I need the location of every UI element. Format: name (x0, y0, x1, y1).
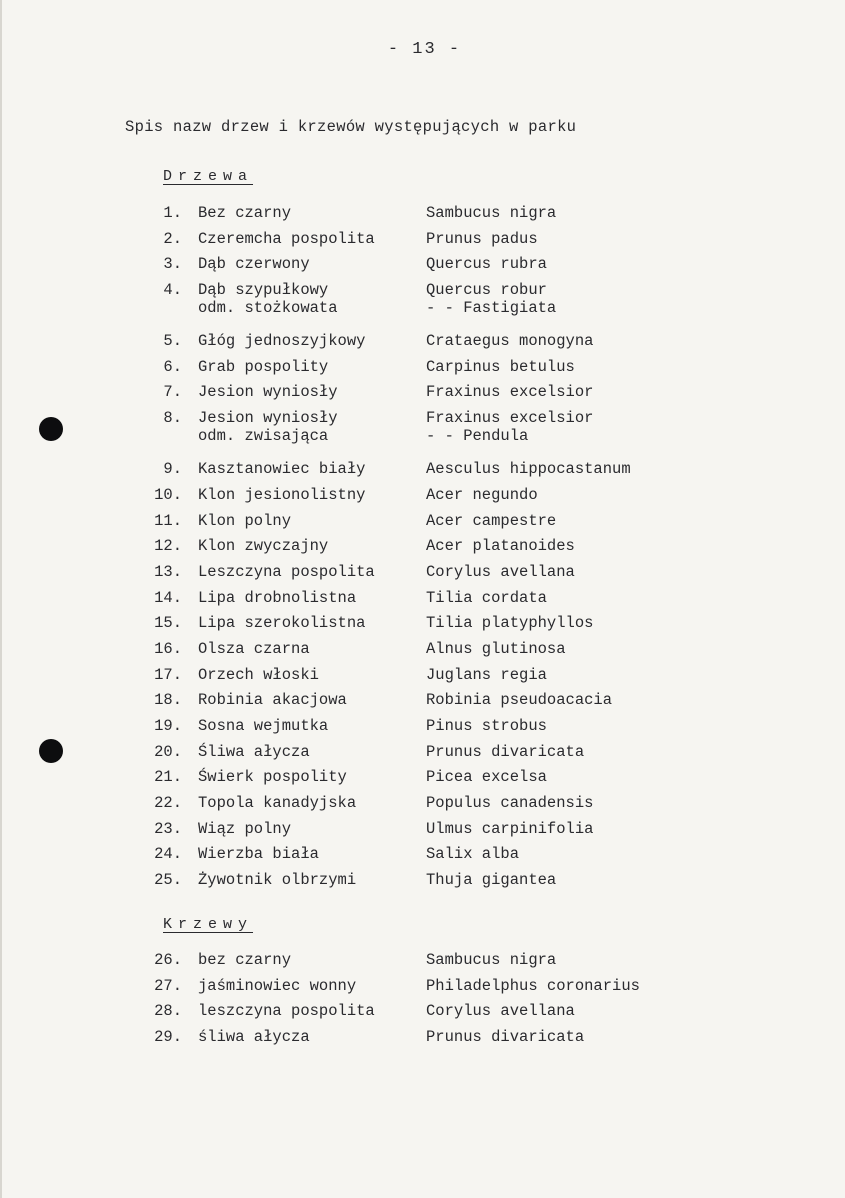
list-item (2, 691, 845, 717)
list-item (2, 512, 845, 538)
latin-name: Prunus padus (426, 229, 538, 248)
punch-hole-top (39, 417, 63, 441)
list-item (2, 589, 845, 615)
polish-name: Lipa drobnolistna (198, 588, 357, 607)
item-number: 9. (163, 460, 182, 479)
page-number: - 13 - (387, 40, 462, 59)
item-number: 27. (154, 976, 182, 995)
list-item (2, 768, 845, 794)
polish-name: Śliwa ałycza (198, 742, 310, 761)
list-item (2, 537, 845, 563)
item-number: 24. (154, 845, 182, 864)
list-item (2, 977, 845, 1003)
polish-name: Robinia akacjowa (198, 691, 347, 710)
polish-name: Klon zwyczajny (198, 537, 329, 556)
polish-name: Kasztanowiec biały (198, 460, 366, 479)
punch-hole-bottom (39, 739, 63, 763)
polish-name: Klon polny (198, 511, 292, 530)
latin-name: Acer campestre (426, 511, 557, 530)
latin-name: Quercus rubra (426, 255, 547, 274)
item-number: 14. (154, 588, 182, 607)
latin-name: Alnus glutinosa (426, 639, 566, 658)
list-item (2, 281, 845, 332)
list-item (2, 666, 845, 692)
item-number: 20. (154, 742, 182, 761)
item-number: 17. (154, 665, 182, 684)
polish-name: śliwa ałycza (198, 1028, 310, 1047)
item-number: 4. (163, 281, 182, 300)
list-item (2, 951, 845, 977)
item-number: 28. (154, 1002, 182, 1021)
polish-name: Jesion wyniosły (198, 383, 338, 402)
list-item (2, 820, 845, 846)
item-number: 6. (163, 357, 182, 376)
polish-name: Lipa szerokolistna (198, 614, 366, 633)
polish-name: Świerk pospolity (198, 768, 347, 787)
list-item (2, 845, 845, 871)
list-item (2, 743, 845, 769)
latin-name: Thuja gigantea (426, 871, 557, 890)
item-number: 29. (154, 1028, 182, 1047)
item-number: 13. (154, 562, 182, 581)
item-number: 8. (163, 409, 182, 428)
polish-name: Dąb szypułkowy odm. stożkowata (198, 281, 338, 318)
latin-name: Robinia pseudoacacia (426, 691, 613, 710)
list-item (2, 409, 845, 460)
item-number: 3. (163, 255, 182, 274)
list-item (2, 794, 845, 820)
latin-name: Corylus avellana (426, 1002, 575, 1021)
shrubs-heading: Krzewy (163, 916, 254, 933)
list-item (2, 871, 845, 897)
latin-name: Juglans regia (426, 665, 547, 684)
item-number: 16. (154, 639, 182, 658)
latin-name: Fraxinus excelsior (426, 383, 594, 402)
item-number: 26. (154, 951, 182, 969)
polish-name: Topola kanadyjska (198, 794, 357, 813)
item-number: 7. (163, 383, 182, 402)
polish-name: Leszczyna pospolita (198, 562, 375, 581)
polish-name: leszczyna pospolita (198, 1002, 375, 1021)
list-item (2, 460, 845, 486)
list-item (2, 486, 845, 512)
latin-name: Picea excelsa (426, 768, 547, 787)
polish-name: jaśminowiec wonny (198, 976, 357, 995)
latin-name: Prunus divaricata (426, 742, 585, 761)
polish-name: Jesion wyniosły odm. zwisająca (198, 409, 338, 446)
shrubs-list (2, 951, 845, 1054)
latin-name: Carpinus betulus (426, 357, 575, 376)
item-number: 21. (154, 768, 182, 787)
latin-name: Sambucus nigra (426, 204, 557, 222)
polish-name: Olsza czarna (198, 639, 310, 658)
list-item (2, 1002, 845, 1028)
polish-name: Klon jesionolistny (198, 485, 366, 504)
polish-name: bez czarny (198, 951, 292, 969)
latin-name: Acer negundo (426, 485, 538, 504)
list-item (2, 204, 845, 230)
latin-name: Corylus avellana (426, 562, 575, 581)
latin-name: Salix alba (426, 845, 520, 864)
list-item (2, 640, 845, 666)
item-number: 25. (154, 871, 182, 890)
latin-name: Prunus divaricata (426, 1028, 585, 1047)
list-item (2, 614, 845, 640)
page-title: Spis nazw drzew i krzewów występujących w parku (125, 118, 577, 136)
latin-name: Philadelphus coronarius (426, 976, 640, 995)
item-number: 2. (163, 229, 182, 248)
list-item (2, 358, 845, 384)
polish-name: Żywotnik olbrzymi (198, 871, 357, 890)
polish-name: Sosna wejmutka (198, 717, 329, 735)
list-item (2, 383, 845, 409)
latin-name: Pinus strobus (426, 717, 547, 735)
polish-name: Bez czarny (198, 204, 292, 222)
polish-name: Grab pospolity (198, 357, 329, 376)
list-item (2, 230, 845, 256)
latin-name: Quercus robur - - Fastigiata (426, 281, 557, 318)
latin-name: Acer platanoides (426, 537, 575, 556)
item-number: 1. (163, 204, 182, 222)
item-number: 19. (154, 717, 182, 735)
latin-name: Fraxinus excelsior - - Pendula (426, 409, 594, 446)
latin-name: Tilia platyphyllos (426, 614, 594, 633)
latin-name: Ulmus carpinifolia (426, 819, 594, 838)
list-item (2, 717, 845, 743)
latin-name: Crataegus monogyna (426, 332, 594, 351)
item-number: 11. (154, 511, 182, 530)
list-item (2, 563, 845, 589)
item-number: 12. (154, 537, 182, 556)
item-number: 5. (163, 332, 182, 351)
polish-name: Czeremcha pospolita (198, 229, 375, 248)
list-item (2, 1028, 845, 1054)
trees-list (2, 204, 845, 897)
polish-name: Orzech włoski (198, 665, 319, 684)
item-number: 10. (154, 485, 182, 504)
trees-heading: Drzewa (163, 168, 254, 185)
latin-name: Populus canadensis (426, 794, 594, 813)
item-number: 18. (154, 691, 182, 710)
latin-name: Tilia cordata (426, 588, 547, 607)
polish-name: Wierzba biała (198, 845, 319, 864)
polish-name: Wiąz polny (198, 819, 292, 838)
item-number: 15. (154, 614, 182, 633)
latin-name: Sambucus nigra (426, 951, 557, 969)
list-item (2, 255, 845, 281)
item-number: 23. (154, 819, 182, 838)
polish-name: Głóg jednoszyjkowy (198, 332, 366, 351)
list-item (2, 332, 845, 358)
polish-name: Dąb czerwony (198, 255, 310, 274)
item-number: 22. (154, 794, 182, 813)
latin-name: Aesculus hippocastanum (426, 460, 631, 479)
